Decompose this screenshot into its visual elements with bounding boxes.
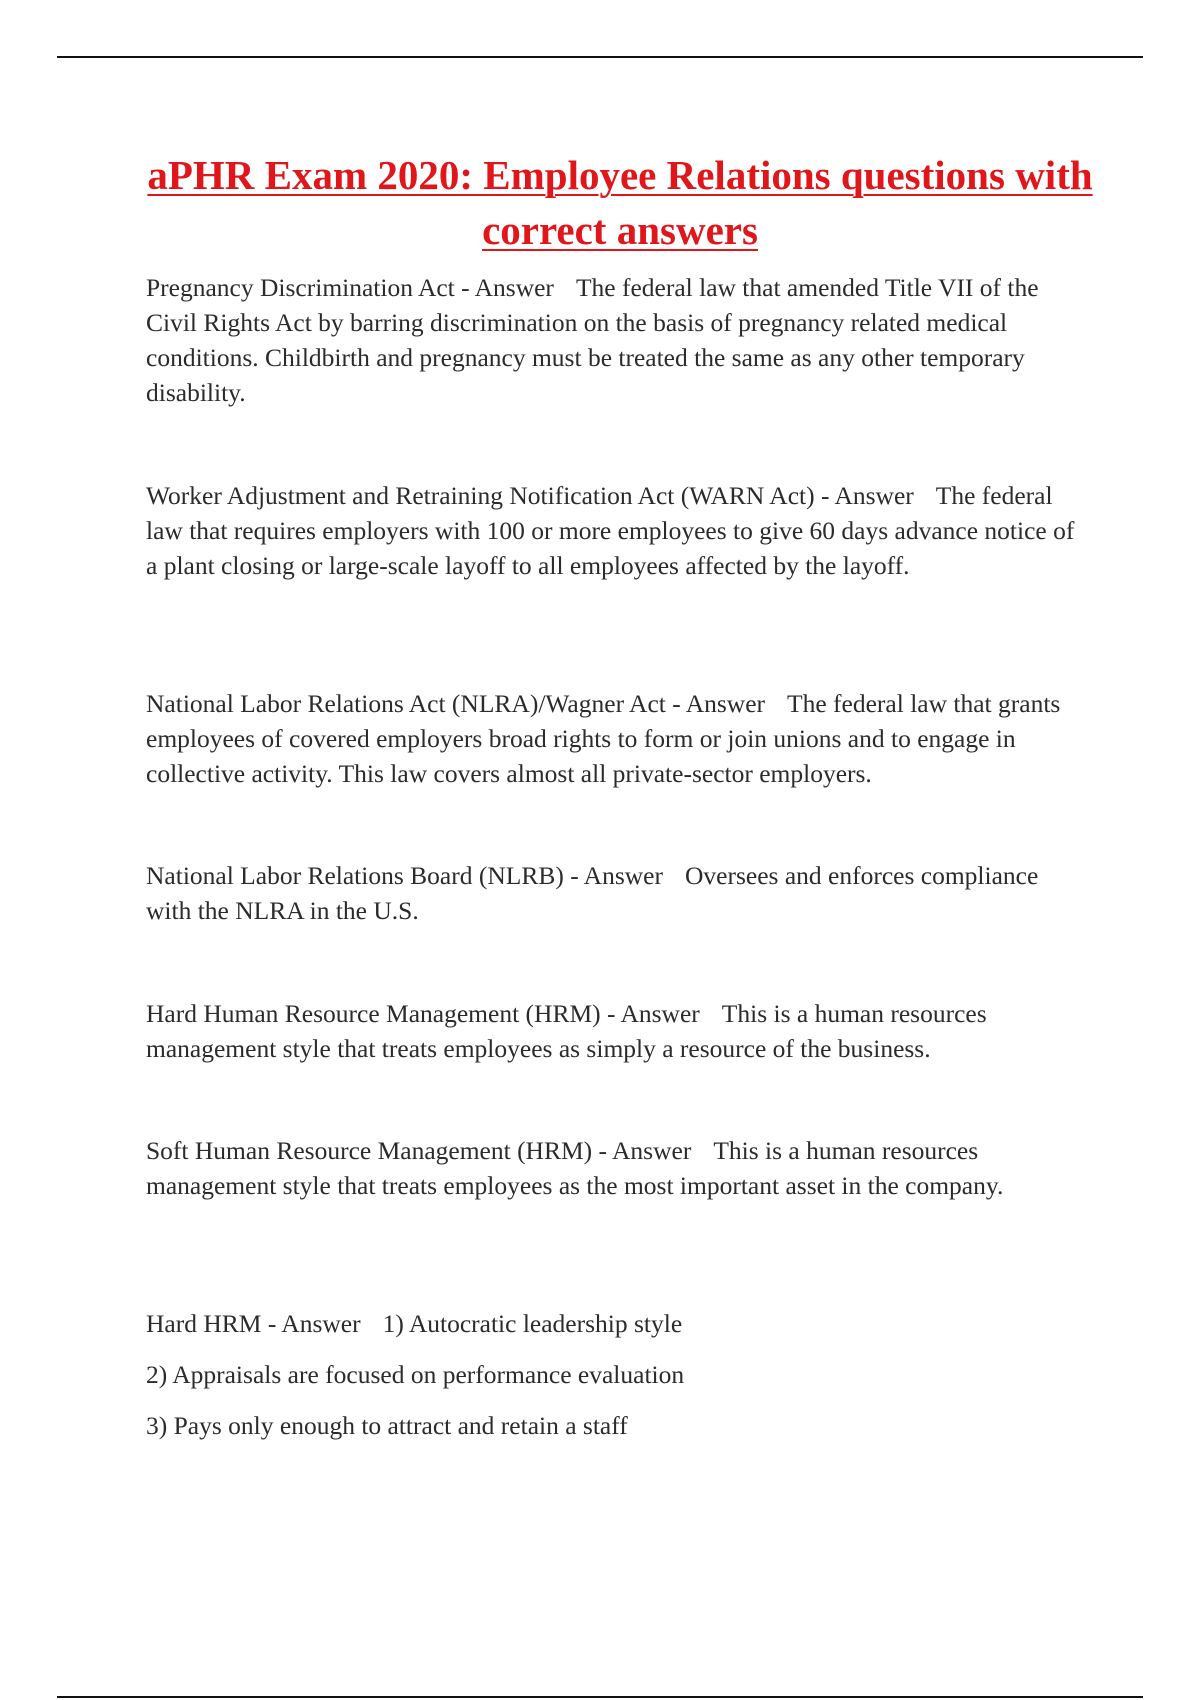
top-rule bbox=[57, 56, 1143, 58]
answer-label: Answer bbox=[620, 999, 700, 1028]
answer-label: Answer bbox=[834, 481, 914, 510]
qa-entry bbox=[146, 478, 1086, 583]
qa-entry bbox=[146, 1306, 1086, 1341]
qa-term: Hard Human Resource Management (HRM) - bbox=[146, 999, 620, 1028]
qa-term: National Labor Relations Board (NLRB) - bbox=[146, 861, 584, 890]
qa-answer: The federal law that requires employers with 100 or more employees to give 60 days advance notice of a plant closing or large-scale layoff to all employees affected by the layoff. bbox=[146, 481, 1075, 580]
qa-answer: The federal law that amended Title VII of the Civil Rights Act by barring discrimination on the basis of pregnancy related medical conditions. Childbirth and pregnancy must be treated the same as any other temporary disability. bbox=[146, 273, 1039, 407]
qa-term: Hard HRM - bbox=[146, 1309, 281, 1338]
answer-label: Answer bbox=[583, 861, 663, 890]
qa-entry bbox=[146, 270, 1086, 410]
qa-answer: This is a human resources management style that treats employees as the most important asset in the company. bbox=[146, 1136, 1004, 1200]
qa-entry bbox=[146, 996, 1086, 1066]
list-item: 2) Appraisals are focused on performance evaluation bbox=[146, 1360, 685, 1389]
qa-answer: The federal law that grants employees of covered employers broad rights to form or join unions and to engage in collective activity. This law covers almost all private-sector employers. bbox=[146, 689, 1061, 788]
qa-term: Worker Adjustment and Retraining Notification Act (WARN Act) - bbox=[146, 481, 834, 510]
answer-label: Answer bbox=[612, 1136, 692, 1165]
answer-label: Answer bbox=[685, 689, 766, 718]
qa-entry bbox=[146, 858, 1086, 928]
list-item: 3) Pays only enough to attract and retain a staff bbox=[146, 1411, 628, 1440]
qa-answer: 1) Autocratic leadership style bbox=[382, 1309, 683, 1338]
answer-label: Answer bbox=[281, 1309, 361, 1338]
answer-label: Answer bbox=[474, 273, 554, 302]
qa-entry bbox=[146, 686, 1091, 791]
qa-term: National Labor Relations Act (NLRA)/Wagner Act - bbox=[146, 689, 686, 718]
qa-term: Pregnancy Discrimination Act - bbox=[146, 273, 475, 302]
qa-answer: This is a human resources management style that treats employees as simply a resource of the business. bbox=[146, 999, 987, 1063]
bottom-rule bbox=[57, 1696, 1143, 1698]
qa-entry bbox=[146, 1133, 1086, 1203]
qa-term: Soft Human Resource Management (HRM) - bbox=[146, 1136, 612, 1165]
document-title: aPHR Exam 2020: Employee Relations questions with correct answers bbox=[147, 152, 1093, 253]
qa-answer: Oversees and enforces compliance with the NLRA in the U.S. bbox=[146, 861, 1039, 925]
